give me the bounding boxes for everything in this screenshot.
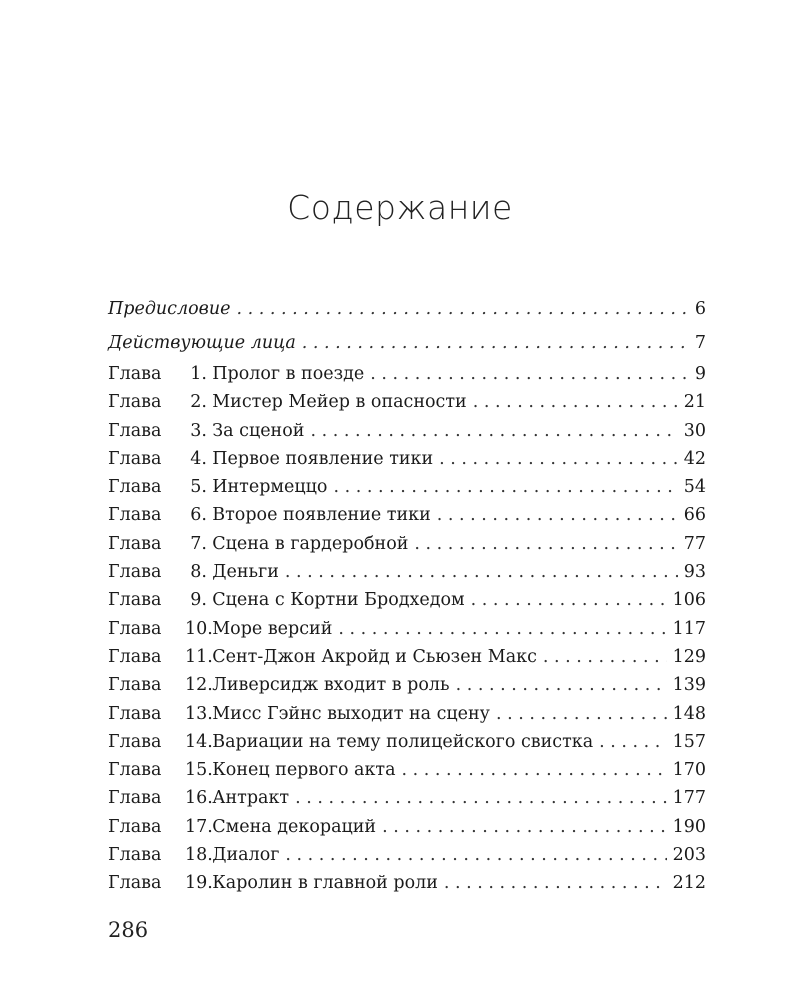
chapter-title: Диалог xyxy=(212,845,280,866)
chapter-number: 12. xyxy=(185,675,213,696)
toc-entry-chapter[interactable] xyxy=(108,643,706,671)
toc-entry-label xyxy=(108,643,537,671)
chapter-title: Мисс Гэйнс выходит на сцену xyxy=(212,703,490,724)
chapter-title: Море версий xyxy=(212,618,333,639)
chapter-title: Сент-Джон Акройд и Сьюзен Макс xyxy=(212,646,537,667)
toc-entry-label xyxy=(108,615,332,643)
chapter-title: Каролин в главной роли xyxy=(212,873,438,894)
toc-entry-page: 203 xyxy=(672,845,706,866)
chapter-word: Глава xyxy=(108,477,162,498)
toc-entry-chapter[interactable] xyxy=(108,501,706,529)
chapter-title: Ливерсидж входит в роль xyxy=(212,675,450,696)
chapter-word: Глава xyxy=(108,760,162,781)
chapter-word: Глава xyxy=(108,675,162,696)
chapter-word: Глава xyxy=(108,703,162,724)
toc-entry-page: 77 xyxy=(683,533,706,554)
toc-entry-chapter[interactable] xyxy=(108,586,706,614)
toc-entry-chapter[interactable] xyxy=(108,530,706,558)
toc-entry-chapter[interactable] xyxy=(108,869,706,897)
chapter-number: 14. xyxy=(185,731,213,752)
toc-entry-page: 139 xyxy=(672,675,706,696)
dot-leader xyxy=(437,501,678,529)
dot-leader xyxy=(285,841,666,869)
toc-entry-title: Действующие лица xyxy=(108,333,296,353)
toc-entry-label xyxy=(108,388,467,416)
chapter-word: Глава xyxy=(108,816,162,837)
chapter-word: Глава xyxy=(108,646,162,667)
chapter-number: 1. xyxy=(190,364,207,384)
toc-entry-page: 54 xyxy=(683,477,706,498)
toc-entry-page: 177 xyxy=(672,788,706,809)
dot-leader xyxy=(295,784,666,812)
toc-entry-page: 148 xyxy=(672,703,706,724)
toc-entry-page: 190 xyxy=(672,816,706,837)
toc-entry-label xyxy=(108,671,450,699)
chapter-number: 6. xyxy=(190,505,207,526)
chapter-title: Антракт xyxy=(212,788,290,809)
dot-leader xyxy=(402,756,667,784)
chapter-word: Глава xyxy=(108,731,162,752)
toc-entry-page: 117 xyxy=(672,618,706,639)
toc-entry-label xyxy=(108,530,408,558)
dot-leader xyxy=(473,388,678,416)
toc-entry-label xyxy=(108,473,327,501)
toc-entry-page: 7 xyxy=(694,333,706,353)
chapter-number: 16. xyxy=(185,788,213,809)
toc-entry-label xyxy=(108,417,304,445)
toc-entry-label xyxy=(108,813,376,841)
chapter-title: Интермеццо xyxy=(212,477,328,498)
dot-leader xyxy=(285,558,678,586)
toc-entry-characters[interactable] xyxy=(108,326,706,360)
chapter-word: Глава xyxy=(108,590,162,611)
chapter-word: Глава xyxy=(108,364,162,384)
table-of-contents xyxy=(108,292,706,898)
chapter-number: 8. xyxy=(190,562,207,583)
chapter-number: 18. xyxy=(185,845,213,866)
chapter-title: Смена декораций xyxy=(212,816,377,837)
toc-entry-page: 106 xyxy=(672,590,706,611)
chapter-title: Мистер Мейер в опасности xyxy=(212,392,467,413)
toc-entry-label xyxy=(108,756,396,784)
chapter-word: Глава xyxy=(108,873,162,894)
chapter-title: Первое появление тики xyxy=(212,448,434,469)
chapter-word: Глава xyxy=(108,420,162,441)
toc-entry-page: 21 xyxy=(683,392,706,413)
toc-entry-chapter[interactable] xyxy=(108,445,706,473)
dot-leader xyxy=(236,292,688,326)
chapter-title: Сцена с Кортни Бродхедом xyxy=(212,590,465,611)
toc-entry-chapter[interactable] xyxy=(108,388,706,416)
chapter-number: 3. xyxy=(190,420,207,441)
toc-entry-chapter[interactable] xyxy=(108,360,706,388)
toc-entry-chapter[interactable] xyxy=(108,558,706,586)
chapter-word: Глава xyxy=(108,533,162,554)
dot-leader xyxy=(382,813,667,841)
chapter-number: 5. xyxy=(190,477,207,498)
toc-entry-chapter[interactable] xyxy=(108,615,706,643)
chapter-number: 4. xyxy=(190,448,207,469)
dot-leader xyxy=(444,869,667,897)
chapter-number: 11. xyxy=(185,646,213,667)
chapter-title: Деньги xyxy=(212,562,279,583)
toc-entry-label xyxy=(108,700,490,728)
dot-leader xyxy=(338,615,666,643)
toc-entry-label xyxy=(108,841,279,869)
dot-leader xyxy=(599,728,666,756)
chapter-title: Конец первого акта xyxy=(212,760,396,781)
dot-leader xyxy=(496,700,667,728)
toc-entry-chapter[interactable] xyxy=(108,473,706,501)
chapter-number: 10. xyxy=(185,618,213,639)
toc-entry-label xyxy=(108,558,279,586)
toc-entry-page: 42 xyxy=(683,448,706,469)
dot-leader xyxy=(302,326,689,360)
toc-entry-label xyxy=(108,586,465,614)
toc-entry-page: 6 xyxy=(694,299,706,319)
page-title: Содержание xyxy=(287,188,513,227)
chapter-word: Глава xyxy=(108,505,162,526)
toc-entry-chapter[interactable] xyxy=(108,728,706,756)
toc-entry-chapter[interactable] xyxy=(108,700,706,728)
chapter-title: Второе появление тики xyxy=(212,505,431,526)
dot-leader xyxy=(414,530,677,558)
toc-entry-page: 30 xyxy=(683,420,706,441)
chapter-number: 7. xyxy=(190,533,207,554)
chapter-word: Глава xyxy=(108,392,162,413)
chapter-number: 15. xyxy=(185,760,213,781)
dot-leader xyxy=(543,643,667,671)
page-number: 286 xyxy=(108,918,149,942)
toc-entry-label xyxy=(108,784,289,812)
toc-entry-page: 9 xyxy=(694,364,706,384)
toc-entry-label xyxy=(108,445,433,473)
toc-entry-page: 157 xyxy=(672,731,706,752)
toc-entry-label xyxy=(108,501,431,529)
chapter-word: Глава xyxy=(108,788,162,809)
toc-entry-label xyxy=(108,360,364,388)
toc-entry-label xyxy=(108,869,438,897)
toc-entry-chapter[interactable] xyxy=(108,813,706,841)
toc-entry-page: 129 xyxy=(672,646,706,667)
toc-entry-label xyxy=(108,728,593,756)
toc-entry-page: 93 xyxy=(683,562,706,583)
chapter-title: За сценой xyxy=(212,420,305,441)
toc-entry-chapter[interactable] xyxy=(108,417,706,445)
dot-leader xyxy=(471,586,667,614)
dot-leader xyxy=(310,417,677,445)
chapter-title: Вариации на тему полицейского свистка xyxy=(212,731,594,752)
chapter-title: Пролог в поезде xyxy=(212,364,365,384)
chapter-number: 17. xyxy=(185,816,213,837)
dot-leader xyxy=(333,473,677,501)
dot-leader xyxy=(370,360,689,388)
chapter-number: 19. xyxy=(185,873,213,894)
dot-leader xyxy=(456,671,667,699)
toc-entry-chapter[interactable] xyxy=(108,756,706,784)
dot-leader xyxy=(439,445,678,473)
toc-entry-page: 212 xyxy=(672,873,706,894)
toc-entry-preface[interactable] xyxy=(108,292,706,326)
chapter-title: Сцена в гардеробной xyxy=(212,533,409,554)
toc-entry-title: Предисловие xyxy=(108,299,231,319)
chapter-word: Глава xyxy=(108,618,162,639)
chapter-word: Глава xyxy=(108,845,162,866)
toc-entry-chapter[interactable] xyxy=(108,841,706,869)
chapter-word: Глава xyxy=(108,448,162,469)
chapter-number: 13. xyxy=(185,703,213,724)
chapter-number: 9. xyxy=(190,590,207,611)
toc-entry-chapter[interactable] xyxy=(108,671,706,699)
toc-entry-chapter[interactable] xyxy=(108,784,706,812)
toc-entry-page: 66 xyxy=(683,505,706,526)
chapter-word: Глава xyxy=(108,562,162,583)
toc-entry-page: 170 xyxy=(672,760,706,781)
chapter-number: 2. xyxy=(190,392,207,413)
